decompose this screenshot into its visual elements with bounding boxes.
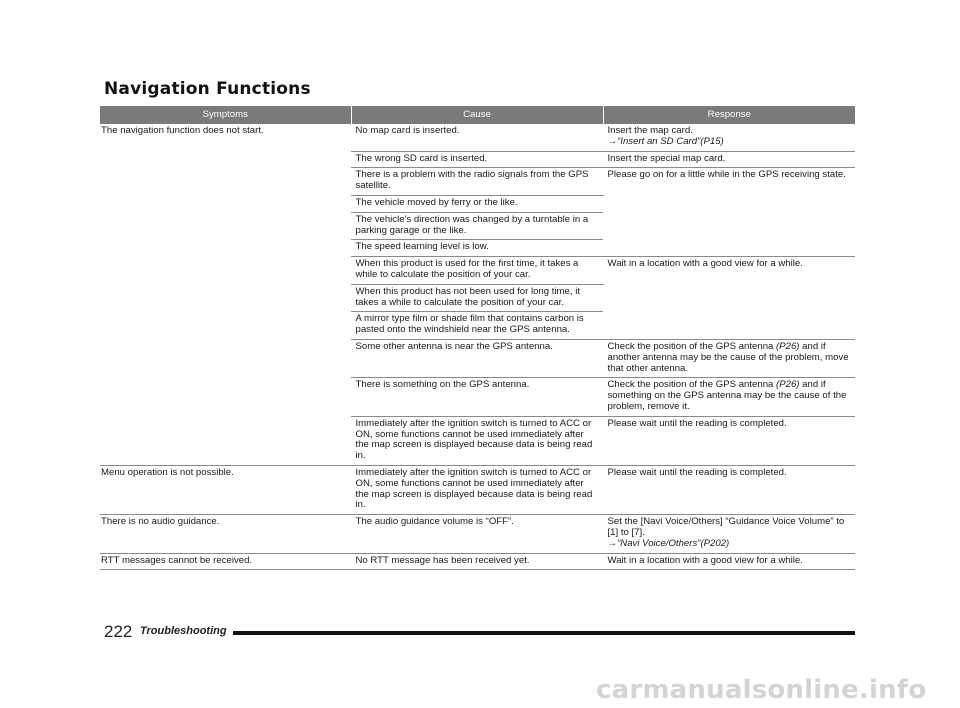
- page-reference: (P26): [776, 340, 800, 352]
- response-cell: [603, 124, 855, 151]
- header-response: Response: [603, 106, 855, 124]
- response-text: Check the position of the GPS antenna: [607, 379, 777, 391]
- symptom-cell: RTT messages cannot be received.: [100, 553, 351, 570]
- troubleshooting-table: [100, 106, 855, 570]
- response-cell: Wait in a location with a good view for a while.: [603, 257, 855, 340]
- header-symptoms: Symptoms: [100, 106, 351, 124]
- footer-rule: [233, 631, 855, 635]
- page-number: 222: [104, 622, 133, 641]
- cause-cell: When this product is used for the first time, it takes a while to calculate the position of your car.: [351, 257, 603, 285]
- table-row: [100, 465, 855, 514]
- cause-cell: The audio guidance volume is “OFF”.: [351, 515, 603, 553]
- header-cause: Cause: [351, 106, 603, 124]
- cause-cell: The vehicle moved by ferry or the like.: [351, 195, 603, 212]
- cause-cell: No map card is inserted.: [351, 124, 603, 151]
- response-cell: Please wait until the reading is completed.: [603, 416, 855, 465]
- symptom-cell: Menu operation is not possible.: [100, 465, 351, 514]
- symptom-cell: There is no audio guidance.: [100, 515, 351, 553]
- cause-cell: Some other antenna is near the GPS antenna.: [351, 339, 603, 377]
- cause-cell: There is something on the GPS antenna.: [351, 378, 603, 416]
- page-reference: (P26): [776, 379, 800, 391]
- response-cell: Wait in a location with a good view for a while.: [603, 553, 855, 570]
- symptom-cell: The navigation function does not start.: [100, 124, 351, 465]
- response-cell: [603, 339, 855, 377]
- page-footer: [104, 622, 856, 642]
- page-reference-link: →“Insert an SD Card”(P15): [607, 135, 724, 147]
- table-header-row: [100, 106, 855, 124]
- cause-cell: A mirror type film or shade film that contains carbon is pasted onto the windshield near the GPS antenna.: [351, 312, 603, 340]
- response-cell: Insert the special map card.: [603, 151, 855, 168]
- cause-cell: There is a problem with the radio signals from the GPS satellite.: [351, 168, 603, 196]
- table-row: [100, 553, 855, 570]
- response-text: Insert the map card.: [607, 125, 693, 136]
- cause-cell: When this product has not been used for long time, it takes a while to calculate the position of your car.: [351, 284, 603, 312]
- response-cell: Please go on for a little while in the GPS receiving state.: [603, 168, 855, 257]
- table-row: [100, 515, 855, 553]
- table-row: [100, 124, 855, 151]
- footer-section-label: Troubleshooting: [140, 625, 227, 637]
- cause-cell: The wrong SD card is inserted.: [351, 151, 603, 168]
- response-cell: Please wait until the reading is completed.: [603, 465, 855, 514]
- cause-cell: Immediately after the ignition switch is turned to ACC or ON, some functions cannot be used immediately after the map screen is displayed because data is being read in.: [351, 416, 603, 465]
- response-text: Set the [Navi Voice/Others] “Guidance Voice Volume” to [1] to [7].: [607, 516, 845, 538]
- response-cell: [603, 515, 855, 553]
- response-cell: [603, 378, 855, 416]
- response-text: Check the position of the GPS antenna: [607, 340, 777, 352]
- response-text: and if something on the GPS antenna may be the cause of the problem, remove it.: [607, 379, 847, 412]
- page-title: Navigation Functions: [104, 79, 311, 99]
- cause-cell: The speed learning level is low.: [351, 240, 603, 257]
- response-text: and if another antenna may be the cause of the problem, move that other antenna.: [607, 340, 849, 374]
- cause-cell: The vehicle's direction was changed by a turntable in a parking garage or the like.: [351, 212, 603, 240]
- cause-cell: No RTT message has been received yet.: [351, 553, 603, 570]
- cause-cell: Immediately after the ignition switch is turned to ACC or ON, some functions cannot be used immediately after the map screen is displayed because data is being read in.: [351, 465, 603, 514]
- watermark: carmanualsonline.info: [596, 675, 927, 705]
- page-reference-link: →“Navi Voice/Others”(P202): [607, 537, 730, 549]
